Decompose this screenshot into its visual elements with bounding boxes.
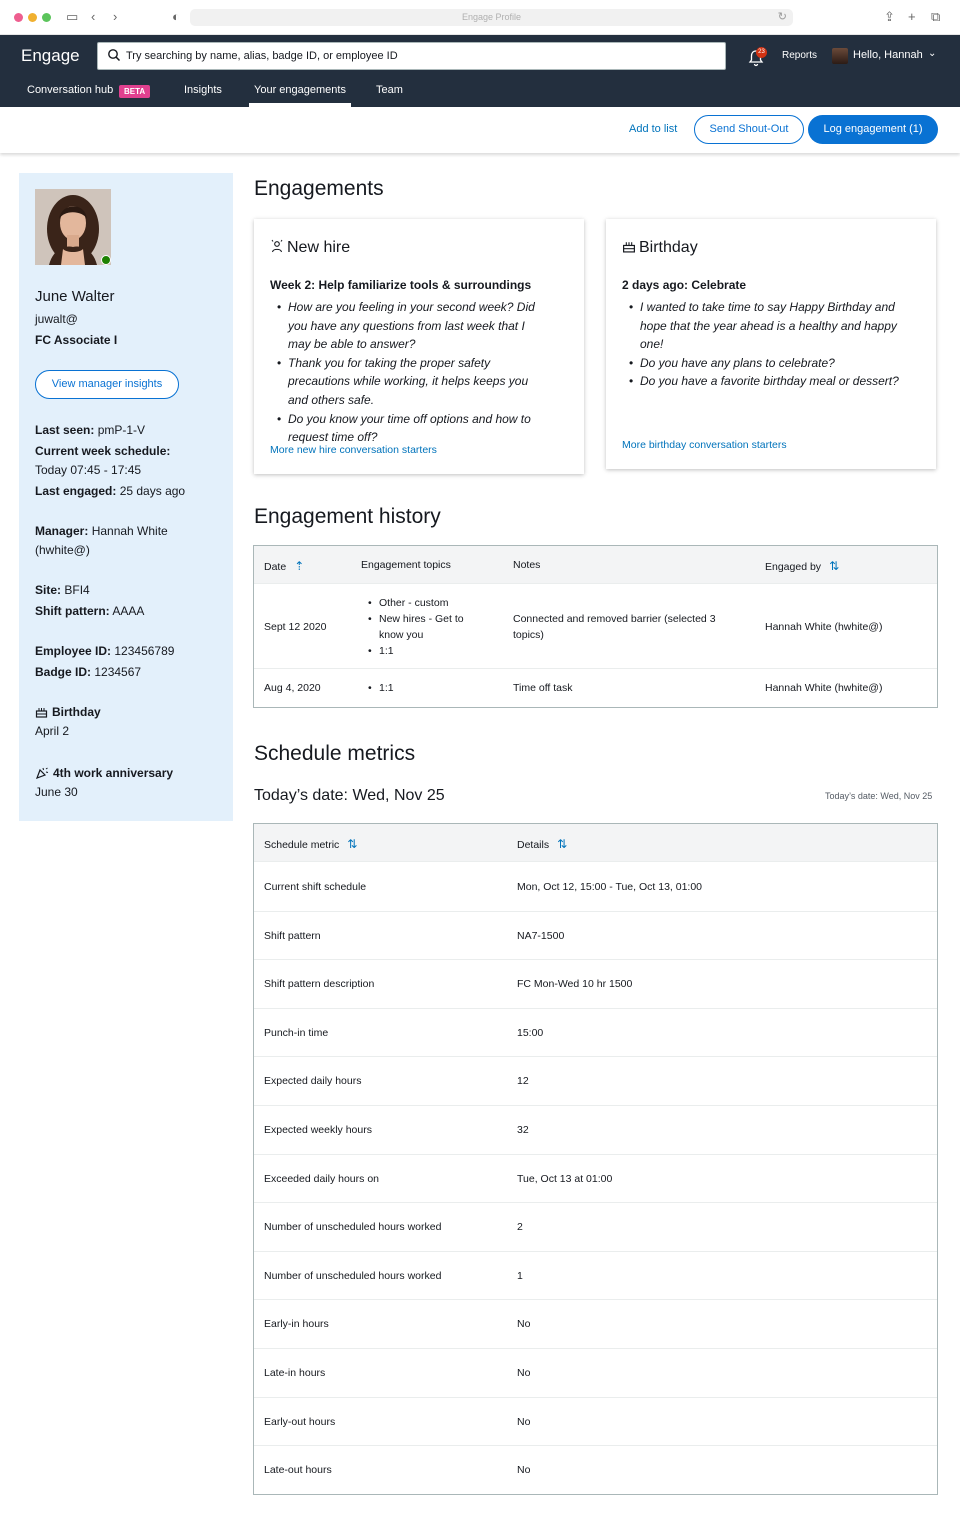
birthday-label: Birthday	[52, 705, 101, 719]
schedule-metric-cell: Number of unscheduled hours worked	[264, 1221, 442, 1234]
search-box[interactable]	[97, 42, 726, 70]
anniversary-label: 4th work anniversary	[53, 766, 174, 780]
last-engaged	[35, 482, 225, 501]
list-item: • I wanted to take time to say Happy Birthday and hope that the year ahead is a healthy and happy one!	[622, 298, 902, 354]
list-item: • Other - custom	[365, 595, 475, 611]
schedule-metrics-table	[253, 823, 938, 1495]
shift-pattern	[35, 602, 225, 621]
add-to-list-link[interactable]: Add to list	[629, 123, 678, 135]
tab-team[interactable]: Team	[376, 84, 403, 96]
schedule-detail-cell: 15:00	[517, 1026, 544, 1039]
cake-icon	[35, 705, 48, 718]
schedule-detail-cell: 12	[517, 1075, 529, 1088]
row-divider	[254, 1397, 937, 1398]
table-header	[254, 546, 937, 584]
more-new-hire-link[interactable]: More new hire conversation starters	[270, 444, 437, 456]
employee-id-value: 123456789	[114, 644, 175, 658]
schedule-metric-cell: Late-out hours	[264, 1464, 332, 1477]
employee-name: June Walter	[35, 288, 115, 305]
schedule-detail-cell: 2	[517, 1221, 523, 1234]
employee-id	[35, 642, 225, 661]
search-input[interactable]	[126, 43, 716, 69]
new-hire-starters	[270, 298, 550, 447]
schedule-metrics-heading: Schedule metrics	[254, 742, 416, 765]
column-engaged-by[interactable]	[765, 559, 839, 573]
schedule-metric-cell: Late-in hours	[264, 1367, 326, 1379]
reload-icon[interactable]: ↻	[777, 11, 787, 23]
history-row-1-notes: Connected and removed barrier (selected 3 topics)	[513, 613, 716, 641]
work-anniversary	[35, 764, 225, 802]
employee-id-label: Employee ID:	[35, 644, 112, 658]
back-icon[interactable]: ‹	[91, 9, 96, 24]
schedule-detail-cell: 1	[517, 1269, 523, 1282]
last-engaged-value: 25 days ago	[119, 484, 186, 498]
list-item: • Do you have a favorite birthday meal or dessert?	[622, 372, 902, 391]
profile-sidebar	[19, 173, 233, 821]
sort-icon[interactable]: ⇅	[829, 559, 840, 573]
user-avatar[interactable]	[832, 48, 848, 64]
anniversary-value: June 30	[35, 785, 78, 799]
current-week-schedule	[35, 442, 225, 480]
schedule-metric-cell: Early-out hours	[264, 1415, 336, 1428]
schedule-metric-cell: Current shift schedule	[264, 881, 367, 893]
user-menu-label[interactable]: Hello, Hannah	[853, 49, 923, 61]
cake-icon	[622, 239, 636, 253]
today-date-label: Today’s date: Wed, Nov 25	[825, 791, 933, 801]
birthday-subtitle: 2 days ago: Celebrate	[622, 278, 747, 292]
schedule-metric-cell: Exceeded daily hours on	[264, 1172, 379, 1185]
shift-label: Shift pattern:	[35, 604, 110, 618]
share-icon[interactable]: ⇪	[884, 9, 895, 24]
engagement-history-table	[253, 545, 938, 708]
column-notes: Notes	[513, 559, 541, 571]
column-engaged-by-label: Engaged by	[765, 561, 822, 573]
app-header	[0, 35, 960, 107]
badge-id-value: 1234567	[94, 665, 142, 679]
list-item: • How are you feeling in your second week? Did you have any questions from last week that I may be able to answer?	[270, 298, 550, 354]
search-icon	[107, 48, 121, 62]
history-row-1-topics	[365, 595, 475, 659]
list-item: • Do you have any plans to celebrate?	[622, 354, 902, 373]
employee-alias: juwalt@	[35, 312, 78, 326]
address-text: Engage Profile	[461, 12, 522, 22]
row-divider	[254, 1105, 937, 1106]
badge-id	[35, 663, 225, 682]
column-details[interactable]	[517, 837, 567, 851]
notification-count-badge: 23	[756, 47, 767, 58]
site-label: Site:	[35, 583, 62, 597]
schedule-detail-cell: No	[517, 1367, 531, 1379]
list-item: • 1:1	[365, 643, 475, 659]
site-value: BFI4	[64, 583, 90, 597]
last-engaged-label: Last engaged:	[35, 484, 117, 498]
site	[35, 581, 225, 600]
shift-value: AAAA	[112, 604, 145, 618]
tabs-overview-icon[interactable]: ⧉	[931, 9, 941, 24]
schedule-detail-cell: FC Mon-Wed 10 hr 1500	[517, 978, 633, 991]
engagements-heading: Engagements	[254, 177, 384, 200]
new-hire-title-text: New hire	[287, 239, 351, 256]
row-divider	[254, 1251, 937, 1252]
history-row-2-topics	[365, 680, 475, 696]
birthday	[35, 703, 225, 741]
chevron-down-icon[interactable]: ⌄	[928, 48, 937, 59]
column-date[interactable]	[264, 559, 304, 573]
schedule-metric-cell: Early-in hours	[264, 1318, 329, 1331]
history-row-2-notes: Time off task	[513, 682, 573, 694]
schedule-metric-cell: Shift pattern	[264, 929, 321, 942]
tab-your-engagements[interactable]: Your engagements	[254, 84, 346, 96]
birthday-starters	[622, 298, 902, 391]
badge-id-label: Badge ID:	[35, 665, 92, 679]
sort-ascending-icon[interactable]: ⇡	[294, 559, 305, 573]
column-date-label: Date	[264, 561, 287, 573]
row-divider	[254, 1202, 937, 1203]
row-divider	[254, 959, 937, 960]
reports-link[interactable]: Reports	[782, 50, 818, 61]
person-sparkle-icon	[270, 239, 284, 253]
log-engagement-button[interactable]: Log engagement (1)	[808, 115, 938, 144]
row-divider	[254, 1445, 937, 1446]
new-hire-subtitle: Week 2: Help familiarize tools & surroundings	[270, 278, 532, 292]
sort-icon[interactable]: ⇅	[557, 837, 568, 851]
row-divider	[254, 1056, 937, 1057]
history-row-2-engaged-by: Hannah White (hwhite@)	[765, 682, 883, 694]
tab-conversation-hub[interactable]: Conversation hub	[27, 84, 114, 96]
schedule-metric-cell: Number of unscheduled hours worked	[264, 1269, 442, 1282]
list-item: • Do you know your time off options and how to request time off?	[270, 410, 550, 447]
row-divider	[254, 1348, 937, 1349]
profile-photo	[35, 189, 111, 265]
row-divider	[254, 668, 937, 669]
history-row-1-date: Sept 12 2020	[264, 621, 327, 633]
row-divider	[254, 1299, 937, 1300]
last-seen-label: Last seen:	[35, 423, 95, 437]
schedule-detail-cell: NA7-1500	[517, 929, 565, 942]
schedule-detail-cell: No	[517, 1318, 531, 1331]
more-birthday-link[interactable]: More birthday conversation starters	[622, 439, 787, 451]
schedule-label: Current week schedule:	[35, 444, 171, 458]
birthday-value: April 2	[35, 724, 70, 738]
column-schedule-metric[interactable]	[264, 837, 357, 851]
close-window-dot[interactable]	[14, 13, 23, 22]
history-row-1-engaged-by: Hannah White (hwhite@)	[765, 621, 883, 633]
last-seen-value: pmP-1-V	[97, 423, 146, 437]
beta-badge: BETA	[119, 85, 150, 98]
tab-insights[interactable]: Insights	[184, 84, 222, 96]
brand-logo[interactable]: Engage	[21, 46, 80, 65]
schedule-value: Today 07:45 - 17:45	[35, 463, 142, 477]
online-status-dot	[101, 255, 111, 265]
column-topics: Engagement topics	[361, 559, 451, 571]
schedule-metric-cell: Punch-in time	[264, 1026, 329, 1039]
manager-value: Hannah White (hwhite@)	[35, 524, 168, 557]
schedule-metric-cell: Expected weekly hours	[264, 1124, 372, 1136]
browser-toolbar	[0, 0, 960, 35]
action-bar	[0, 107, 960, 153]
list-item: • New hires - Get to know you	[365, 611, 475, 643]
view-manager-insights-button[interactable]: View manager insights	[35, 370, 179, 399]
last-seen	[35, 421, 225, 440]
schedule-metric-cell: Shift pattern description	[264, 978, 375, 991]
manager	[35, 522, 225, 560]
address-bar[interactable]	[190, 9, 793, 26]
forward-icon[interactable]: ›	[113, 9, 118, 24]
list-item: • Thank you for taking the proper safety precautions while working, it helps keeps you and others safe.	[270, 354, 550, 410]
row-divider	[254, 911, 937, 912]
column-metric-label: Schedule metric	[264, 839, 340, 851]
schedule-detail-cell: Mon, Oct 12, 15:00 - Tue, Oct 13, 01:00	[517, 881, 703, 893]
employee-title: FC Associate I	[35, 333, 118, 347]
birthday-card	[606, 219, 936, 469]
today-date-heading: Today’s date: Wed, Nov 25	[254, 787, 445, 804]
schedule-detail-cell: No	[517, 1464, 531, 1477]
schedule-detail-cell: 32	[517, 1124, 529, 1136]
new-hire-title	[270, 239, 350, 257]
new-hire-card	[254, 219, 584, 474]
birthday-title	[622, 239, 698, 257]
row-divider	[254, 1154, 937, 1155]
maximize-window-dot[interactable]	[42, 13, 51, 22]
list-item: • 1:1	[365, 680, 475, 696]
row-divider	[254, 1008, 937, 1009]
send-shoutout-button[interactable]: Send Shout-Out	[694, 115, 804, 144]
schedule-detail-cell: Tue, Oct 13 at 01:00	[517, 1172, 613, 1185]
schedule-detail-cell: No	[517, 1415, 531, 1428]
minimize-window-dot[interactable]	[28, 13, 37, 22]
birthday-title-text: Birthday	[639, 239, 698, 256]
sidebar-toggle-icon[interactable]: ▭	[66, 9, 79, 24]
celebration-icon	[35, 766, 49, 779]
table-header	[254, 824, 937, 862]
sort-icon[interactable]: ⇅	[347, 837, 358, 851]
new-tab-icon[interactable]: +	[908, 9, 916, 24]
manager-label: Manager:	[35, 524, 89, 538]
schedule-metric-cell: Expected daily hours	[264, 1075, 362, 1088]
engagement-history-heading: Engagement history	[254, 505, 441, 528]
history-row-2-date: Aug 4, 2020	[264, 682, 321, 694]
privacy-shield-icon: ◐	[172, 9, 180, 24]
column-details-label: Details	[517, 839, 550, 851]
